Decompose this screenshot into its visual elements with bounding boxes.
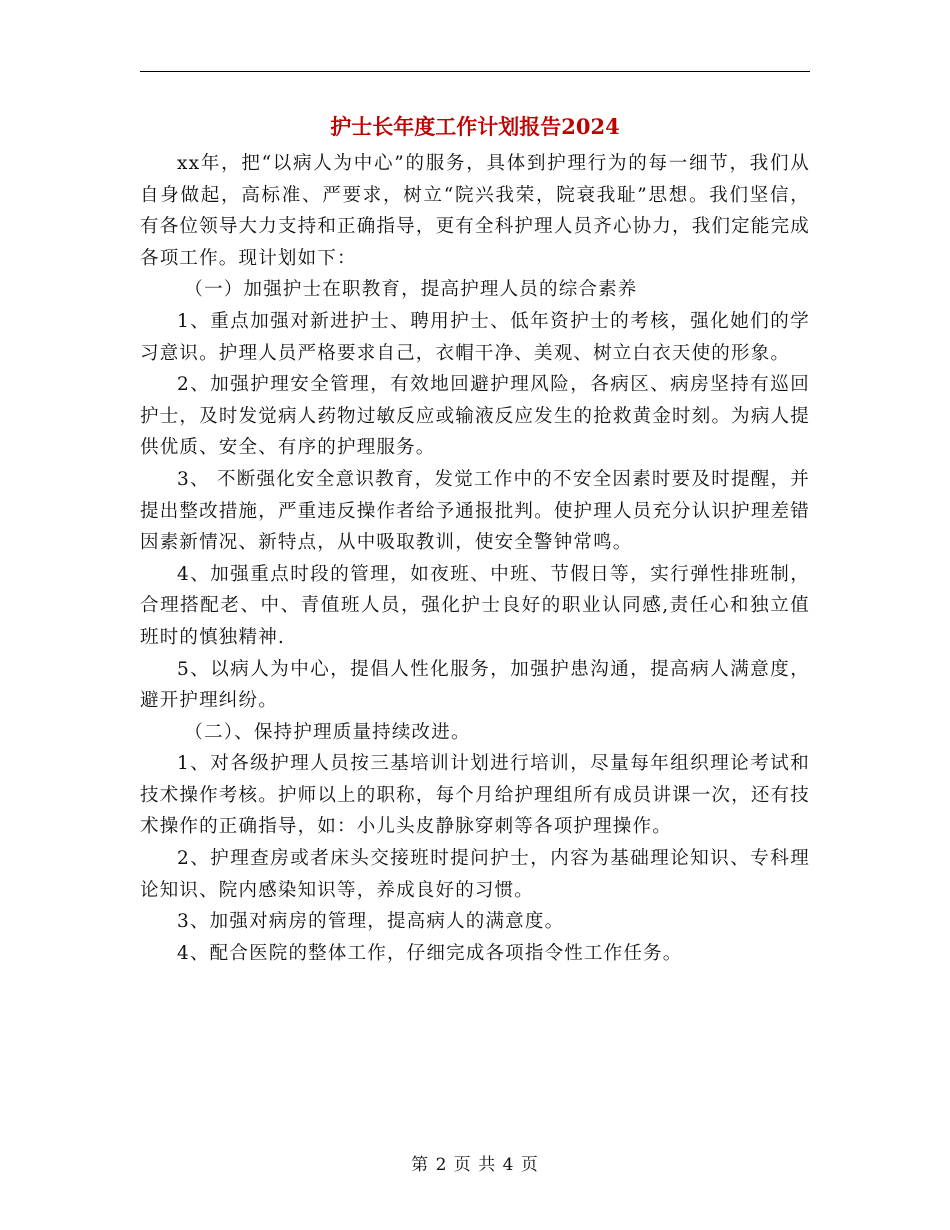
section-2-item-4: 4、配合医院的整体工作，仔细完成各项指令性工作任务。 (177, 942, 683, 964)
section-2-item-2: 2、护理查房或者床头交接班时提问护士，内容为基础理论知识、专科理论知识、院内感染知识等，养成良好的习惯。 (140, 848, 810, 901)
header-rule (140, 71, 810, 72)
section-heading-2: （二）、保持护理质量持续改进。 (184, 721, 471, 743)
document-body (140, 148, 810, 969)
section-2-item-3: 3、加强对病房的管理，提高病人的满意度。 (177, 911, 565, 933)
section-1-item-5: 5、以病人为中心，提倡人性化服务，加强护患沟通，提高病人满意度，避开护理纠纷。 (140, 658, 810, 712)
page-number-footer: 第 2 页 共 4 页 (411, 1155, 539, 1175)
section-heading-1: （一）加强护士在职教育，提高护理人员的综合素养 (184, 279, 638, 301)
section-1-item-3: 3、 不断强化安全意识教育，发觉工作中的不安全因素时要及时提醒，并提出整改措施，严重违反操作者给予通报批判。使护理人员充分认识护理差错因素新情况、新特点，从中吸取教训，使安全警钟常鸣。 (140, 468, 810, 554)
document-title: 护士长年度工作计划报告2024 (330, 114, 620, 139)
section-1-item-2: 2、加强护理安全管理，有效地回避护理风险，各病区、病房坚持有巡回护士，及时发觉病人药物过敏反应或输液反应发生的抢救黄金时刻。为病人提供优质、安全、有序的护理服务。 (140, 374, 810, 459)
section-2-item-1: 1、对各级护理人员按三基培训计划进行培训，尽量每年组织理论考试和技术操作考核。护师以上的职称，每个月给护理组所有成员讲课一次，还有技术操作的正确指导，如：小儿头皮静脉穿刺等各项护理操作。 (140, 753, 810, 838)
section-1-item-4: 4、加强重点时段的管理，如夜班、中班、节假日等，实行弹性排班制，合理搭配老、中、青值班人员，强化护士良好的职业认同感,责任心和独立值班时的慎独精神. (140, 563, 810, 648)
intro-paragraph: xx年，把“以病人为中心”的服务，具体到护理行为的每一细节，我们从自身做起，高标准、严要求，树立“院兴我荣，院衰我耻”思想。我们坚信，有各位领导大力支持和正确指导，更有全科护理人员齐心协力，我们定能完成各项工作。现计划如下： (140, 153, 810, 269)
section-1-item-1: 1、重点加强对新进护士、聘用护士、低年资护士的考核，强化她们的学习意识。护理人员严格要求自己，衣帽干净、美观、树立白衣天使的形象。 (140, 310, 810, 364)
